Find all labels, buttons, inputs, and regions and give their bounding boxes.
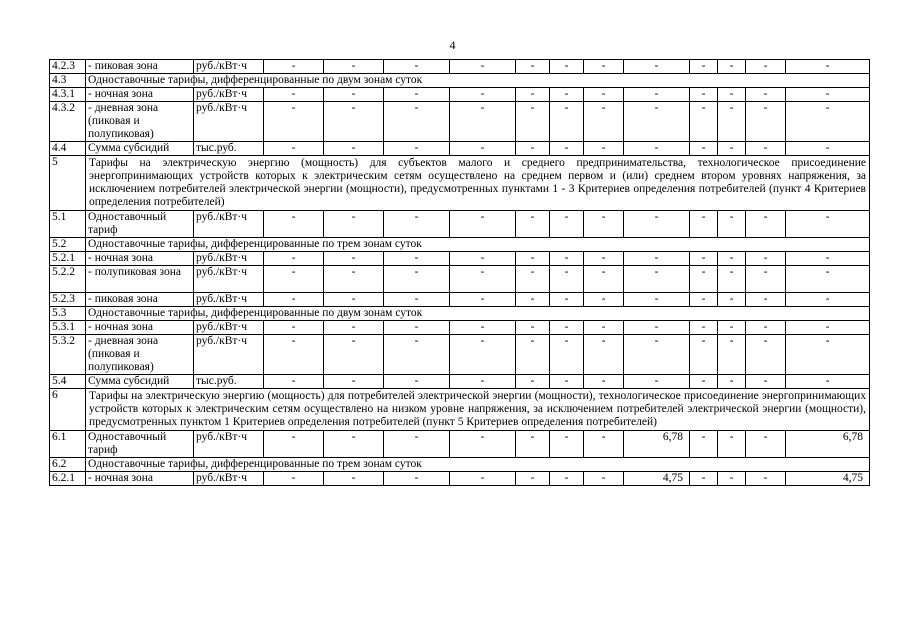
value-cell: -	[624, 293, 690, 307]
value-cell: -	[690, 431, 718, 458]
table-row	[50, 211, 870, 238]
table-row	[50, 88, 870, 102]
table-row	[50, 238, 870, 252]
row-name: Сумма субсидий	[86, 142, 194, 156]
value-cell: -	[324, 88, 384, 102]
value-cell: -	[690, 472, 718, 486]
value-cell: -	[624, 60, 690, 74]
row-number: 5.3.1	[50, 321, 86, 335]
row-name: Сумма субсидий	[86, 375, 194, 389]
row-number: 5.4	[50, 375, 86, 389]
value-cell: -	[264, 335, 324, 375]
value-cell: -	[450, 375, 516, 389]
value-cell: -	[324, 211, 384, 238]
section-description: Тарифы на электрическую энергию (мощность) для субъектов малого и среднего предпринимательства, технологическое присоединение энергопринимающих устройств которых к электрическим сетям осуществлено на среднем первом и (или) среднем втором уровнях напряжения, за исключением потребителей электрической энергии (мощности), предусмотренных пунктами 1 - 3 Критериев определения потребителей (пункт 4 Критериев определения потребителей)	[86, 156, 870, 211]
value-cell: -	[384, 252, 450, 266]
value-cell: -	[324, 321, 384, 335]
table-row	[50, 102, 870, 142]
value-cell: -	[746, 321, 786, 335]
row-name: - дневная зона (пиковая и полупиковая)	[86, 102, 194, 142]
value-cell: -	[550, 142, 584, 156]
value-cell: -	[584, 142, 624, 156]
value-cell: -	[450, 293, 516, 307]
row-number: 4.3.2	[50, 102, 86, 142]
row-name: - пиковая зона	[86, 60, 194, 74]
table-row	[50, 375, 870, 389]
value-cell: -	[690, 252, 718, 266]
table-row	[50, 252, 870, 266]
value-cell: -	[264, 293, 324, 307]
value-cell: -	[718, 431, 746, 458]
value-cell: -	[718, 266, 746, 293]
value-cell: -	[516, 252, 550, 266]
value-cell: -	[584, 60, 624, 74]
row-unit: руб./кВт·ч	[194, 211, 264, 238]
row-unit: руб./кВт·ч	[194, 431, 264, 458]
section-title: Одноставочные тарифы, дифференцированные по двум зонам суток	[86, 307, 870, 321]
row-number: 6.2.1	[50, 472, 86, 486]
value-cell: -	[550, 321, 584, 335]
value-cell: -	[718, 60, 746, 74]
value-cell: -	[786, 375, 870, 389]
row-name: Одноставочный тариф	[86, 211, 194, 238]
value-cell: -	[264, 60, 324, 74]
value-cell: -	[450, 335, 516, 375]
value-cell: -	[264, 252, 324, 266]
value-cell: -	[264, 102, 324, 142]
row-number: 4.3	[50, 74, 86, 88]
value-cell: -	[516, 142, 550, 156]
value-cell: -	[384, 266, 450, 293]
row-number: 6.1	[50, 431, 86, 458]
value-cell: -	[746, 266, 786, 293]
value-cell: -	[324, 375, 384, 389]
row-name: - дневная зона (пиковая и полупиковая)	[86, 335, 194, 375]
value-cell: -	[786, 142, 870, 156]
value-cell: -	[264, 472, 324, 486]
value-cell: -	[384, 88, 450, 102]
value-cell: -	[550, 472, 584, 486]
value-cell: -	[264, 88, 324, 102]
value-cell: -	[584, 472, 624, 486]
row-unit: руб./кВт·ч	[194, 102, 264, 142]
value-cell: -	[746, 472, 786, 486]
table-row	[50, 142, 870, 156]
value-cell: -	[324, 472, 384, 486]
value-cell: -	[450, 142, 516, 156]
value-cell: -	[624, 375, 690, 389]
value-cell: -	[584, 88, 624, 102]
value-cell: -	[746, 252, 786, 266]
table-row	[50, 389, 870, 431]
value-cell: -	[584, 375, 624, 389]
value-cell: -	[450, 266, 516, 293]
value-cell: -	[786, 266, 870, 293]
value-cell: -	[384, 335, 450, 375]
row-number: 5.3.2	[50, 335, 86, 375]
value-cell: -	[516, 88, 550, 102]
row-unit: руб./кВт·ч	[194, 472, 264, 486]
row-unit: тыс.руб.	[194, 375, 264, 389]
table-row	[50, 293, 870, 307]
section-title: Одноставочные тарифы, дифференцированные по трем зонам суток	[86, 238, 870, 252]
row-unit: руб./кВт·ч	[194, 252, 264, 266]
value-cell: -	[584, 211, 624, 238]
value-cell: -	[264, 321, 324, 335]
value-cell: -	[550, 252, 584, 266]
value-cell: -	[450, 88, 516, 102]
row-number: 5.2.3	[50, 293, 86, 307]
value-cell: -	[584, 431, 624, 458]
value-cell: -	[450, 431, 516, 458]
value-cell: -	[450, 252, 516, 266]
row-unit: руб./кВт·ч	[194, 266, 264, 293]
value-cell: -	[786, 102, 870, 142]
row-number: 5.3	[50, 307, 86, 321]
row-name: - ночная зона	[86, 472, 194, 486]
value-cell: -	[584, 321, 624, 335]
value-cell: -	[384, 293, 450, 307]
row-name: - ночная зона	[86, 252, 194, 266]
row-unit: руб./кВт·ч	[194, 88, 264, 102]
value-cell: 4,75	[624, 472, 690, 486]
value-cell: -	[786, 321, 870, 335]
value-cell: -	[746, 335, 786, 375]
value-cell: -	[718, 472, 746, 486]
section-title: Одноставочные тарифы, дифференцированные по трем зонам суток	[86, 458, 870, 472]
value-cell: -	[786, 88, 870, 102]
value-cell: -	[718, 293, 746, 307]
value-cell: -	[264, 431, 324, 458]
row-number: 5.2	[50, 238, 86, 252]
value-cell: -	[324, 431, 384, 458]
value-cell: 4,75	[786, 472, 870, 486]
table-row	[50, 156, 870, 211]
value-cell: -	[550, 211, 584, 238]
table-row	[50, 458, 870, 472]
value-cell: -	[324, 60, 384, 74]
row-number: 5.2.1	[50, 252, 86, 266]
row-number: 6.2	[50, 458, 86, 472]
value-cell: -	[550, 266, 584, 293]
value-cell: -	[516, 321, 550, 335]
value-cell: -	[516, 431, 550, 458]
row-unit: руб./кВт·ч	[194, 60, 264, 74]
value-cell: -	[624, 211, 690, 238]
value-cell: -	[690, 211, 718, 238]
value-cell: -	[516, 375, 550, 389]
value-cell: -	[746, 375, 786, 389]
value-cell: -	[550, 431, 584, 458]
value-cell: -	[516, 472, 550, 486]
section-description: Тарифы на электрическую энергию (мощность) для потребителей электрической энергии (мощности), технологическое присоединение энергопринимающих устройств которых к электрическим сетям осуществлено на низком уровне напряжения, за исключением потребителей электрической энергии (мощности), предусмотренных пунктом 1 Критериев определения потребителей (пункт 5 Критериев определения потребителей)	[86, 389, 870, 431]
row-number: 6	[50, 389, 86, 431]
value-cell: 6,78	[624, 431, 690, 458]
value-cell: -	[516, 293, 550, 307]
row-number: 4.3.1	[50, 88, 86, 102]
value-cell: -	[718, 142, 746, 156]
row-number: 5.2.2	[50, 266, 86, 293]
value-cell: -	[624, 252, 690, 266]
value-cell: -	[690, 335, 718, 375]
row-unit: руб./кВт·ч	[194, 321, 264, 335]
value-cell: -	[584, 252, 624, 266]
table-row	[50, 74, 870, 88]
row-name: - ночная зона	[86, 321, 194, 335]
value-cell: -	[516, 102, 550, 142]
value-cell: -	[624, 335, 690, 375]
value-cell: -	[550, 375, 584, 389]
value-cell: -	[550, 60, 584, 74]
value-cell: -	[384, 60, 450, 74]
value-cell: -	[550, 335, 584, 375]
row-name: - пиковая зона	[86, 293, 194, 307]
value-cell: -	[550, 293, 584, 307]
value-cell: -	[384, 142, 450, 156]
value-cell: -	[718, 321, 746, 335]
value-cell: -	[786, 252, 870, 266]
value-cell: -	[690, 60, 718, 74]
value-cell: -	[450, 472, 516, 486]
value-cell: -	[690, 142, 718, 156]
value-cell: -	[624, 266, 690, 293]
value-cell: -	[624, 321, 690, 335]
value-cell: -	[690, 88, 718, 102]
row-name: - полупиковая зона	[86, 266, 194, 293]
value-cell: -	[384, 211, 450, 238]
value-cell: -	[384, 375, 450, 389]
value-cell: -	[384, 472, 450, 486]
table-row	[50, 60, 870, 74]
table-row	[50, 321, 870, 335]
value-cell: -	[746, 88, 786, 102]
value-cell: -	[718, 252, 746, 266]
value-cell: -	[718, 88, 746, 102]
value-cell: -	[450, 211, 516, 238]
value-cell: -	[786, 293, 870, 307]
value-cell: -	[264, 211, 324, 238]
table-row	[50, 307, 870, 321]
value-cell: -	[324, 142, 384, 156]
value-cell: -	[690, 321, 718, 335]
value-cell: -	[324, 293, 384, 307]
row-unit: руб./кВт·ч	[194, 335, 264, 375]
row-number: 5.1	[50, 211, 86, 238]
value-cell: -	[384, 431, 450, 458]
row-name: - ночная зона	[86, 88, 194, 102]
value-cell: -	[746, 211, 786, 238]
value-cell: -	[786, 60, 870, 74]
value-cell: -	[450, 102, 516, 142]
value-cell: -	[690, 266, 718, 293]
value-cell: -	[718, 335, 746, 375]
value-cell: -	[746, 431, 786, 458]
row-number: 4.4	[50, 142, 86, 156]
row-unit: тыс.руб.	[194, 142, 264, 156]
row-unit: руб./кВт·ч	[194, 293, 264, 307]
value-cell: -	[584, 293, 624, 307]
value-cell: -	[264, 266, 324, 293]
value-cell: -	[516, 266, 550, 293]
value-cell: -	[746, 102, 786, 142]
value-cell: -	[690, 375, 718, 389]
value-cell: -	[624, 88, 690, 102]
value-cell: -	[624, 102, 690, 142]
value-cell: -	[264, 375, 324, 389]
value-cell: -	[690, 102, 718, 142]
value-cell: -	[746, 293, 786, 307]
value-cell: -	[786, 211, 870, 238]
value-cell: -	[450, 321, 516, 335]
value-cell: -	[624, 142, 690, 156]
value-cell: -	[584, 266, 624, 293]
value-cell: -	[516, 335, 550, 375]
row-name: Одноставочный тариф	[86, 431, 194, 458]
value-cell: -	[384, 321, 450, 335]
value-cell: -	[550, 88, 584, 102]
value-cell: -	[384, 102, 450, 142]
table-row	[50, 431, 870, 458]
value-cell: -	[324, 266, 384, 293]
value-cell: -	[584, 102, 624, 142]
value-cell: -	[516, 211, 550, 238]
value-cell: -	[584, 335, 624, 375]
value-cell: -	[746, 60, 786, 74]
tariff-table	[49, 59, 870, 486]
value-cell: -	[718, 211, 746, 238]
table-row	[50, 472, 870, 486]
value-cell: -	[516, 60, 550, 74]
value-cell: -	[718, 102, 746, 142]
row-number: 5	[50, 156, 86, 211]
value-cell: -	[718, 375, 746, 389]
value-cell: -	[324, 102, 384, 142]
value-cell: -	[450, 60, 516, 74]
table-row	[50, 335, 870, 375]
value-cell: -	[690, 293, 718, 307]
value-cell: -	[324, 335, 384, 375]
value-cell: -	[550, 102, 584, 142]
value-cell: -	[786, 335, 870, 375]
value-cell: 6,78	[786, 431, 870, 458]
value-cell: -	[746, 142, 786, 156]
section-title: Одноставочные тарифы, дифференцированные по двум зонам суток	[86, 74, 870, 88]
value-cell: -	[264, 142, 324, 156]
value-cell: -	[324, 252, 384, 266]
table-row	[50, 266, 870, 293]
page-number: 4	[449, 38, 456, 52]
row-number: 4.2.3	[50, 60, 86, 74]
